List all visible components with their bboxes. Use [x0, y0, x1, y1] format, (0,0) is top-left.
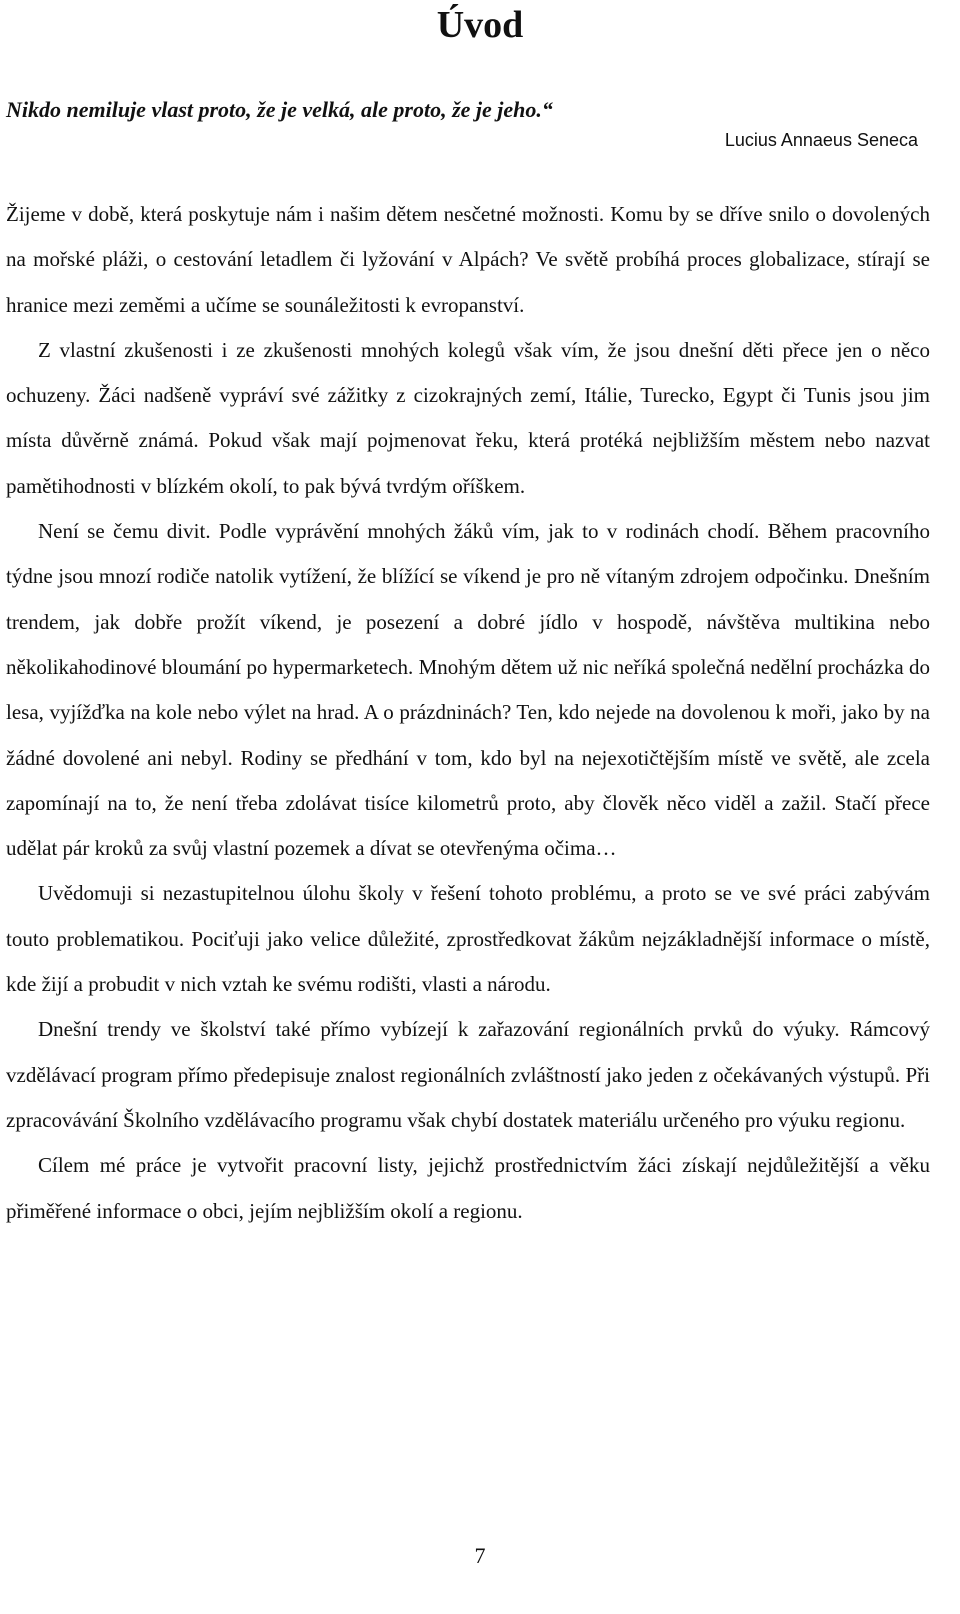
paragraph: Cílem mé práce je vytvořit pracovní listy, jejichž prostřednictvím žáci získají nejdůležitější a věku přiměřené informace o obci, jejím nejbližším okolí a regionu.: [6, 1153, 930, 1223]
paragraph: Dnešní trendy ve školství také přímo vybízejí k zařazování regionálních prvků do výuky. Rámcový vzdělávací program přímo předepisuje znalost regionálních zvláštností jako jeden z očekávaných výstupů. Při zpracovávání Školního vzdělávacího programu však chybí dostatek materiálu určeného pro výuku regionu.: [6, 1017, 930, 1132]
page-number: 7: [474, 1543, 486, 1568]
paragraph: Není se čemu divit. Podle vyprávění mnohých žáků vím, jak to v rodinách chodí. Během pracovního týdne jsou mnozí rodiče natolik vytížení, že blížící se víkend je pro ně vítaným zdrojem odpočinku. Dnešním trendem, jak dobře prožít víkend, je posezení a dobré jídlo v hospodě, návštěva multikina nebo několikahodinové bloumání po hypermarketech. Mnohým dětem už nic neříká společná nedělní procházka do lesa, vyjížďka na kole nebo výlet na hrad. A o prázdninách? Ten, kdo nejede na dovolenou k moři, jako by na žádné dovolené ani nebyl. Rodiny se předhání v tom, kdo byl na nejexotičtějším místě ve světě, ale zcela zapomínají na to, že není třeba zdolávat tisíce kilometrů proto, aby člověk něco viděl a zažil. Stačí přece udělat pár kroků za svůj vlastní pozemek a dívat se otevřenýma očima…: [6, 519, 930, 861]
paragraph: Žijeme v době, která poskytuje nám i našim dětem nesčetné možnosti. Komu by se dříve snilo o dovolených na mořské pláži, o cestování letadlem či lyžování v Alpách? Ve světě probíhá proces globalizace, stírají se hranice mezi zeměmi a učíme se sounáležitosti k evropanství.: [6, 202, 930, 317]
motto-quote: Nikdo nemiluje vlast proto, že je velká, ale proto, že je jeho.“: [6, 97, 553, 122]
paragraph: Z vlastní zkušenosti i ze zkušenosti mnohých kolegů však vím, že jsou dnešní děti přece jen o něco ochuzeny. Žáci nadšeně vypráví své zážitky z cizokrajných zemí, Itálie, Turecko, Egypt či Tunis jsou jim místa důvěrně známá. Pokud však mají pojmenovat řeku, která protéká nejbližším městem nebo nazvat pamětihodnosti v blízkém okolí, to pak bývá tvrdým oříškem.: [6, 337, 930, 498]
body-text: [6, 192, 930, 1234]
motto-author: Lucius Annaeus Seneca: [724, 130, 918, 150]
page-title: Úvod: [436, 4, 524, 46]
paragraph: Uvědomuji si nezastupitelnou úlohu školy v řešení tohoto problému, a proto se ve své práci zabývám touto problematikou. Pociťuji jako velice důležité, zprostředkovat žákům nejzákladnější informace o místě, kde žijí a probudit v nich vztah ke svému rodišti, vlasti a národu.: [6, 881, 930, 997]
